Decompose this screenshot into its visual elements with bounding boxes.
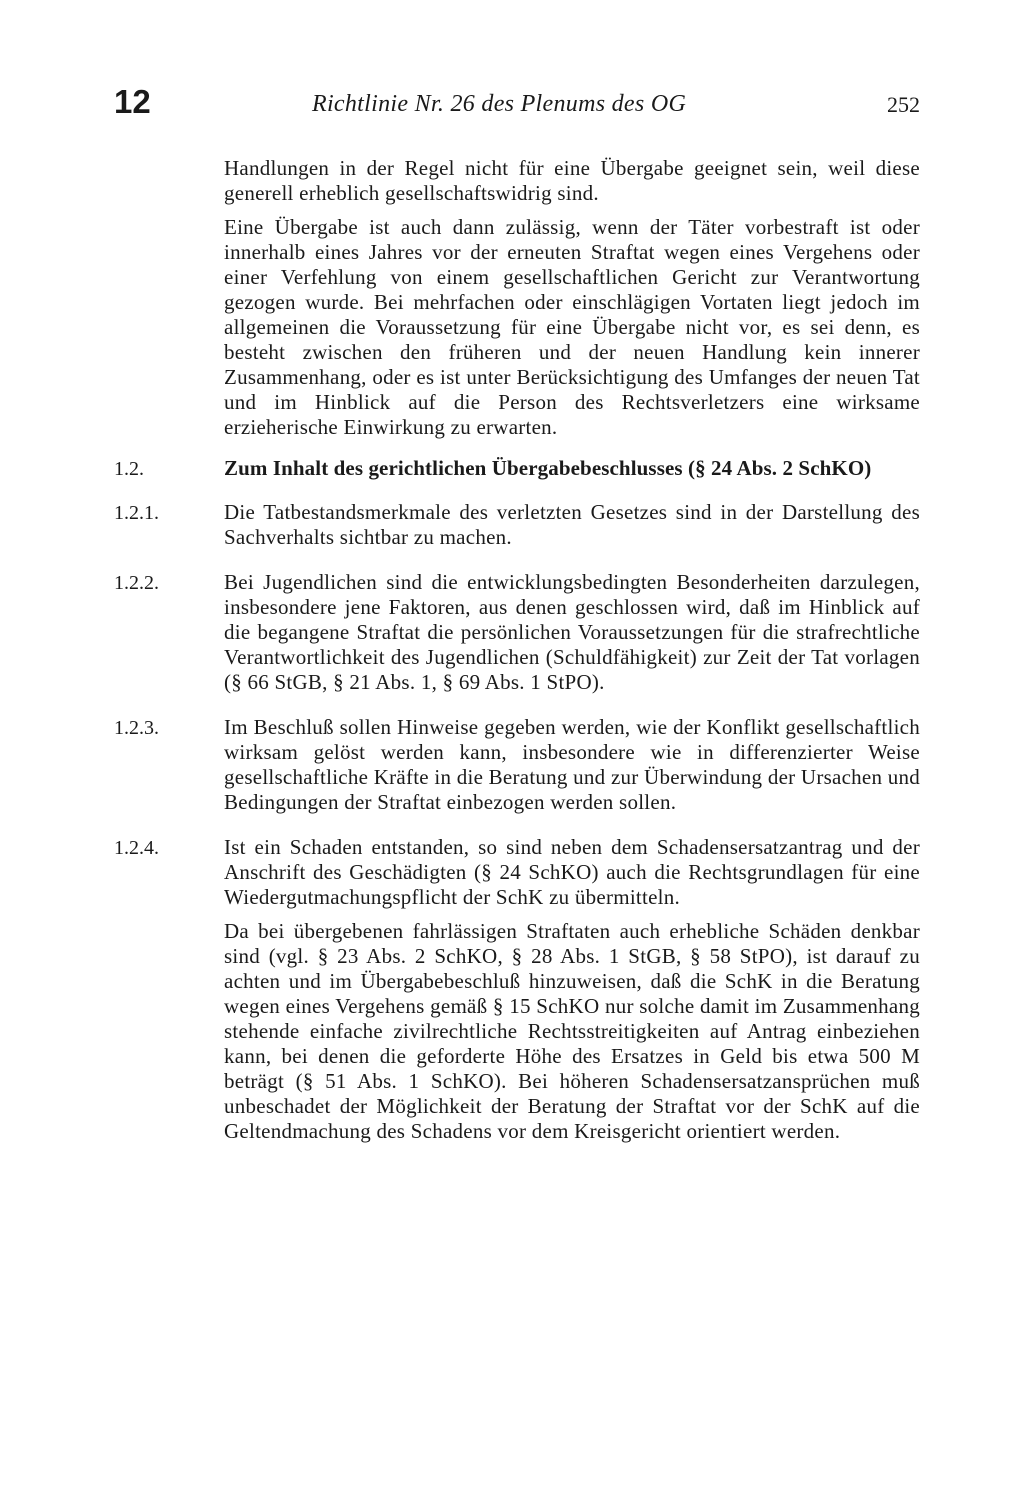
section-body <box>224 500 920 550</box>
section-1-2 <box>114 456 920 482</box>
section-body <box>224 456 920 481</box>
section-number: 1.2. <box>114 458 144 480</box>
section-number: 1.2.4. <box>114 837 159 859</box>
section-1-2-4 <box>114 835 920 1144</box>
section-1-2-2 <box>114 570 920 695</box>
running-title: Richtlinie Nr. 26 des Plenums des OG <box>312 91 687 117</box>
section-number: 1.2.1. <box>114 502 159 524</box>
paragraph: Bei Jugendlichen sind die entwicklungsbedingten Besonderheiten darzulegen, insbesondere jene Faktoren, aus denen geschlossen wird, daß im Hinblick auf die begangene Straftat die persönlichen Voraussetzungen für die strafrechtliche Verantwortlichkeit des Jugendlichen (Schuldfähigkeit) zur Zeit der Tat vorlagen (§ 66 StGB, § 21 Abs. 1, § 69 Abs. 1 StPO). <box>224 570 920 694</box>
section-body <box>224 835 920 1144</box>
continuation-block <box>114 156 920 440</box>
section-1-2-3 <box>114 715 920 815</box>
page-number: 12 <box>114 83 151 120</box>
section-heading: Zum Inhalt des gerichtlichen Übergabebeschlusses (§ 24 Abs. 2 SchKO) <box>224 456 872 480</box>
section-body <box>224 715 920 815</box>
paragraph: Die Tatbestandsmerkmale des verletzten Gesetzes sind in der Darstellung des Sachverhalts sichtbar zu machen. <box>224 500 920 549</box>
paragraph: Da bei übergebenen fahrlässigen Straftaten auch erhebliche Schäden denkbar sind (vgl. § 23 Abs. 2 SchKO, § 28 Abs. 1 StGB, § 58 StPO), ist darauf zu achten und im Übergabebeschluß hinzuweisen, daß die SchK in die Beratung wegen eines Vergehens gemäß § 15 SchKO nur solche damit im Zusammenhang stehende einfache zivilrechtliche Rechtsstreitigkeiten auf Antrag einbeziehen kann, bei denen die geforderte Höhe des Ersatzes in Geld bis etwa 500 M beträgt (§ 51 Abs. 1 SchKO). Bei höheren Schadensersatzansprüchen muß unbeschadet der Möglichkeit der Beratung der Straftat vor der SchK auf die Geltendmachung des Schadens vor dem Kreisgericht orientiert werden. <box>224 919 920 1143</box>
paragraph: Im Beschluß sollen Hinweise gegeben werden, wie der Konflikt gesellschaftlich wirksam gelöst werden kann, insbesondere wie in differenzierter Weise gesellschaftliche Kräfte in die Beratung und zur Überwindung der Ursachen und Bedingungen der Straftat einbezogen werden sollen. <box>224 715 920 814</box>
section-body <box>224 570 920 695</box>
paragraph: Handlungen in der Regel nicht für eine Übergabe geeignet sein, weil diese generell erheblich gesellschaftswidrig sind. <box>224 156 920 205</box>
section-body <box>224 156 920 440</box>
page-header <box>114 82 920 126</box>
paragraph: Eine Übergabe ist auch dann zulässig, wenn der Täter vorbestraft ist oder innerhalb eines Jahres vor der erneuten Straftat wegen eines Vergehens oder einer Verfehlung von einem gesellschaftlichen Gericht zur Verantwortung gezogen wurde. Bei mehrfachen oder einschlägigen Vortaten liegt jedoch im allgemeinen die Voraussetzung für eine Übergabe nicht vor, es sei denn, es besteht zwischen den früheren und der neuen Handlung kein innerer Zusammenhang, oder es ist unter Berücksichtigung des Umfanges der neuen Tat und im Hinblick auf die Person des Rechtsverletzers eine wirksame erzieherische Einwirkung zu erwarten. <box>224 215 920 439</box>
paragraph: Ist ein Schaden entstanden, so sind neben dem Schadensersatzantrag und der Anschrift des Geschädigten (§ 24 SchKO) auch die Rechtsgrundlagen für eine Wiedergutmachungspflicht der SchK zu übermitteln. <box>224 835 920 909</box>
section-number: 1.2.3. <box>114 717 159 739</box>
section-number: 1.2.2. <box>114 572 159 594</box>
section-1-2-1 <box>114 500 920 550</box>
folio-number: 252 <box>887 92 920 117</box>
section-number <box>114 156 224 157</box>
page-body <box>114 156 920 1144</box>
